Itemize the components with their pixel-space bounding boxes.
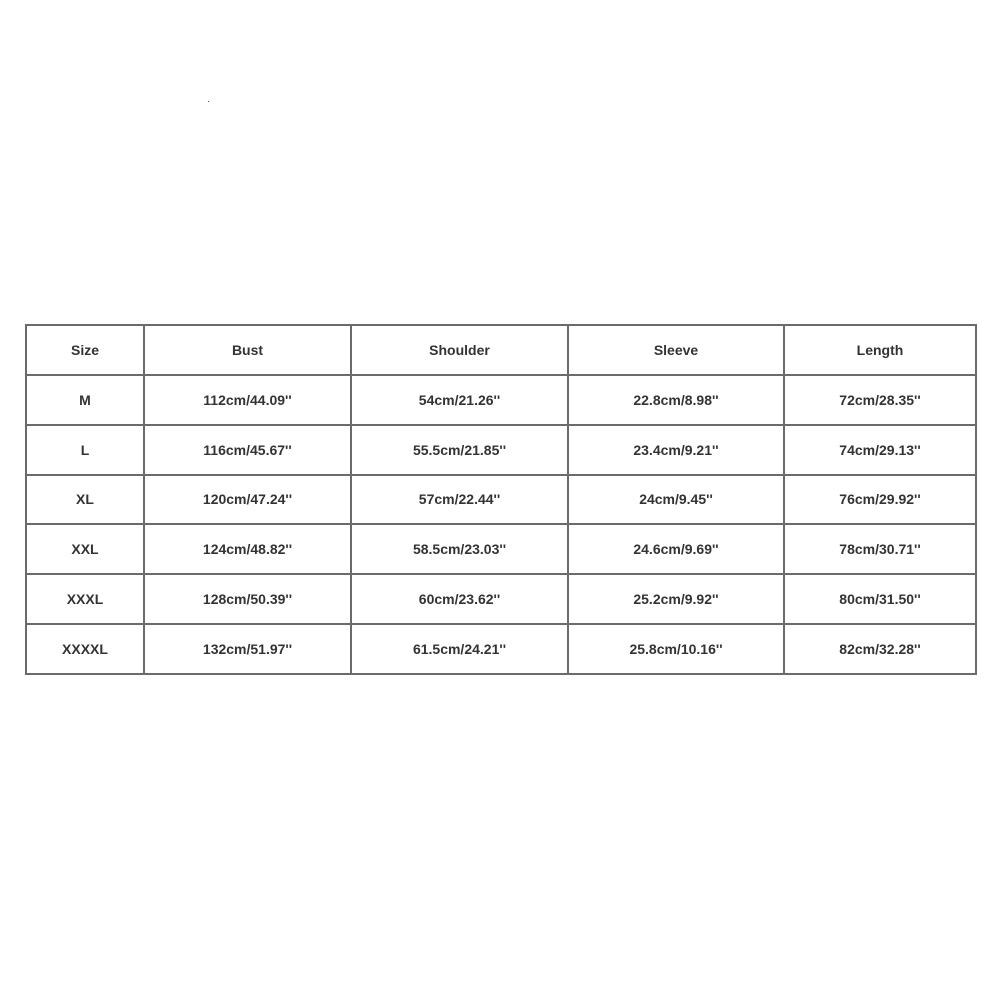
bust-cell: 116cm/45.67'' [144, 425, 351, 475]
table-row [26, 524, 976, 574]
bust-cell: 132cm/51.97'' [144, 624, 351, 674]
bust-cell: 128cm/50.39'' [144, 574, 351, 624]
table-row [26, 425, 976, 475]
shoulder-cell: 57cm/22.44'' [351, 475, 568, 525]
length-cell: 76cm/29.92'' [784, 475, 976, 525]
length-cell: 78cm/30.71'' [784, 524, 976, 574]
shoulder-cell: 61.5cm/24.21'' [351, 624, 568, 674]
header-row [26, 325, 976, 375]
header-bust: Bust [144, 325, 351, 375]
shoulder-cell: 55.5cm/21.85'' [351, 425, 568, 475]
stray-dot [208, 101, 209, 102]
size-cell: XXXL [26, 574, 144, 624]
size-cell: XL [26, 475, 144, 525]
length-cell: 82cm/32.28'' [784, 624, 976, 674]
length-cell: 72cm/28.35'' [784, 375, 976, 425]
table-row [26, 375, 976, 425]
table-row [26, 475, 976, 525]
header-size: Size [26, 325, 144, 375]
sleeve-cell: 22.8cm/8.98'' [568, 375, 784, 425]
sleeve-cell: 23.4cm/9.21'' [568, 425, 784, 475]
table-row [26, 624, 976, 674]
bust-cell: 112cm/44.09'' [144, 375, 351, 425]
table-row [26, 574, 976, 624]
size-cell: XXL [26, 524, 144, 574]
shoulder-cell: 58.5cm/23.03'' [351, 524, 568, 574]
size-cell: M [26, 375, 144, 425]
header-sleeve: Sleeve [568, 325, 784, 375]
sleeve-cell: 25.2cm/9.92'' [568, 574, 784, 624]
sleeve-cell: 24.6cm/9.69'' [568, 524, 784, 574]
size-cell: XXXXL [26, 624, 144, 674]
length-cell: 80cm/31.50'' [784, 574, 976, 624]
size-cell: L [26, 425, 144, 475]
length-cell: 74cm/29.13'' [784, 425, 976, 475]
size-chart-table [25, 324, 977, 675]
shoulder-cell: 60cm/23.62'' [351, 574, 568, 624]
header-length: Length [784, 325, 976, 375]
bust-cell: 120cm/47.24'' [144, 475, 351, 525]
bust-cell: 124cm/48.82'' [144, 524, 351, 574]
shoulder-cell: 54cm/21.26'' [351, 375, 568, 425]
header-shoulder: Shoulder [351, 325, 568, 375]
sleeve-cell: 24cm/9.45'' [568, 475, 784, 525]
sleeve-cell: 25.8cm/10.16'' [568, 624, 784, 674]
